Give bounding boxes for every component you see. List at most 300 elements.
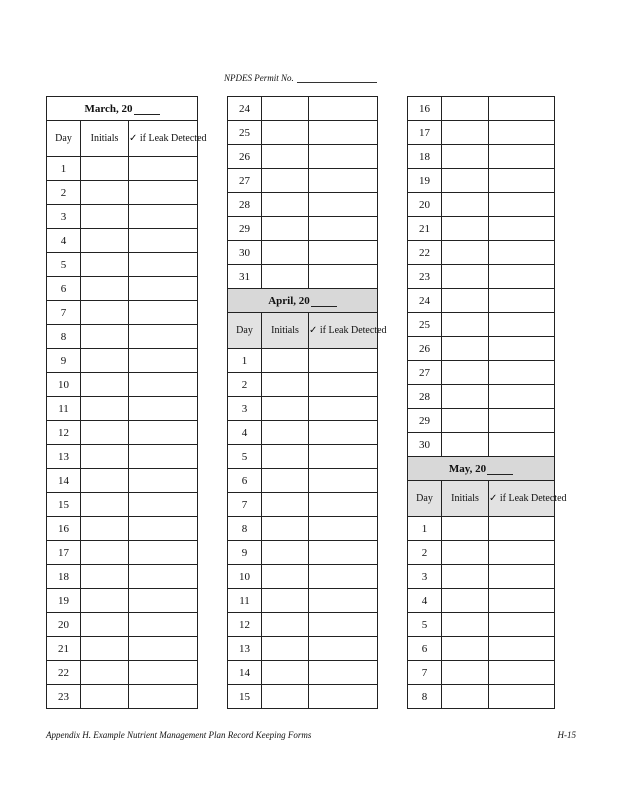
april-day-number: 8: [228, 517, 262, 541]
march-day-number: 14: [47, 469, 81, 493]
march-day-row: [47, 301, 198, 325]
april-cont-initials-cell[interactable]: [442, 361, 489, 385]
may-day-number: 4: [408, 589, 442, 613]
march-day-number: 7: [47, 301, 81, 325]
april-cont-leak-check-cell[interactable]: [489, 193, 555, 217]
march-day-header: Day: [47, 121, 81, 157]
april-cont-day-number: 24: [408, 289, 442, 313]
april-day-row: [228, 541, 378, 565]
april-cont-initials-cell[interactable]: [442, 289, 489, 313]
may-day-number: 6: [408, 637, 442, 661]
march-day-number: 17: [47, 541, 81, 565]
april-pre-leak-check-cell[interactable]: [309, 265, 378, 289]
march-leak-check-cell[interactable]: [129, 493, 198, 517]
april-cont-day-row: [408, 409, 555, 433]
april-pre-leak-check-cell[interactable]: [309, 169, 378, 193]
april-cont-initials-cell[interactable]: [442, 337, 489, 361]
may-year-blank[interactable]: [487, 464, 513, 475]
april-initials-cell[interactable]: [262, 589, 309, 613]
march-day-number: 18: [47, 565, 81, 589]
march-day-row: [47, 685, 198, 709]
april-day-number: 11: [228, 589, 262, 613]
may-initials-cell[interactable]: [442, 565, 489, 589]
march-initials-cell[interactable]: [81, 181, 129, 205]
april-leak-header: ✓ if Leak Detected: [309, 313, 378, 349]
april-day-number: 10: [228, 565, 262, 589]
may-day-row: [408, 541, 555, 565]
march-day-number: 3: [47, 205, 81, 229]
march-leak-check-cell[interactable]: [129, 613, 198, 637]
march-leak-check-cell[interactable]: [129, 349, 198, 373]
april-pre-initials-cell[interactable]: [262, 193, 309, 217]
april-initials-cell[interactable]: [262, 613, 309, 637]
may-leak-check-cell[interactable]: [489, 637, 555, 661]
march-initials-cell[interactable]: [81, 373, 129, 397]
may-initials-header: Initials: [442, 481, 489, 517]
may-day-number: 2: [408, 541, 442, 565]
march-initials-cell[interactable]: [81, 469, 129, 493]
april-day-row: [228, 349, 378, 373]
april-cont-day-row: [408, 313, 555, 337]
may-initials-cell[interactable]: [442, 541, 489, 565]
april-cont-leak-check-cell[interactable]: [489, 145, 555, 169]
march-day-number: 2: [47, 181, 81, 205]
may-leak-check-cell[interactable]: [489, 661, 555, 685]
april-year-blank[interactable]: [311, 296, 337, 307]
april-cont-day-number: 20: [408, 193, 442, 217]
april-day-row: [228, 685, 378, 709]
april-day-header: Day: [228, 313, 262, 349]
april-pre-leak-check-cell[interactable]: [309, 241, 378, 265]
march-initials-cell[interactable]: [81, 565, 129, 589]
may-day-number: 5: [408, 613, 442, 637]
march-day-number: 22: [47, 661, 81, 685]
april-cont-leak-check-cell[interactable]: [489, 289, 555, 313]
april-cont-day-row: [408, 145, 555, 169]
march-day-row: [47, 325, 198, 349]
march-day-row: [47, 205, 198, 229]
april-pre-day-row: [228, 217, 378, 241]
april-pre-day-number: 30: [228, 241, 262, 265]
march-initials-cell[interactable]: [81, 445, 129, 469]
april-initials-cell[interactable]: [262, 493, 309, 517]
march-leak-check-cell[interactable]: [129, 181, 198, 205]
april-pre-leak-check-cell[interactable]: [309, 145, 378, 169]
april-pre-initials-cell[interactable]: [262, 145, 309, 169]
april-cont-leak-check-cell[interactable]: [489, 121, 555, 145]
april-cont-leak-check-cell[interactable]: [489, 241, 555, 265]
april-leak-check-cell[interactable]: [309, 397, 378, 421]
april-cont-leak-check-cell[interactable]: [489, 97, 555, 121]
april-cont-initials-cell[interactable]: [442, 193, 489, 217]
april-cont-initials-cell[interactable]: [442, 97, 489, 121]
march-initials-cell[interactable]: [81, 157, 129, 181]
april-cont-day-row: [408, 241, 555, 265]
april-cont-initials-cell[interactable]: [442, 217, 489, 241]
april-cont-day-number: 22: [408, 241, 442, 265]
april-leak-check-cell[interactable]: [309, 517, 378, 541]
april-day-number: 3: [228, 397, 262, 421]
march-day-number: 23: [47, 685, 81, 709]
april-leak-check-cell[interactable]: [309, 685, 378, 709]
march-day-row: [47, 253, 198, 277]
march-day-row: [47, 589, 198, 613]
march-day-row: [47, 277, 198, 301]
april-leak-check-cell[interactable]: [309, 493, 378, 517]
april-leak-check-cell[interactable]: [309, 589, 378, 613]
march-leak-check-cell[interactable]: [129, 397, 198, 421]
march-leak-check-cell[interactable]: [129, 589, 198, 613]
march-initials-cell[interactable]: [81, 517, 129, 541]
march-initials-cell[interactable]: [81, 253, 129, 277]
april-day-row: [228, 421, 378, 445]
march-leak-check-cell[interactable]: [129, 517, 198, 541]
april-pre-day-row: [228, 121, 378, 145]
april-pre-day-number: 29: [228, 217, 262, 241]
march-year-blank[interactable]: [134, 104, 160, 115]
march-initials-cell[interactable]: [81, 421, 129, 445]
may-column-headers: [408, 481, 555, 517]
april-pre-initials-cell[interactable]: [262, 121, 309, 145]
march-log-table: [46, 96, 207, 709]
april-leak-check-cell[interactable]: [309, 613, 378, 637]
may-initials-cell[interactable]: [442, 637, 489, 661]
april-cont-leak-check-cell[interactable]: [489, 337, 555, 361]
march-initials-cell[interactable]: [81, 301, 129, 325]
april-initials-cell[interactable]: [262, 397, 309, 421]
march-leak-check-cell[interactable]: [129, 469, 198, 493]
april-cont-day-number: 28: [408, 385, 442, 409]
april-leak-check-cell[interactable]: [309, 349, 378, 373]
april-pre-day-number: 25: [228, 121, 262, 145]
april-day-row: [228, 469, 378, 493]
may-month-label: May, 20: [448, 462, 487, 475]
april-pre-initials-cell[interactable]: [262, 241, 309, 265]
april-cont-day-row: [408, 289, 555, 313]
april-cont-day-row: [408, 385, 555, 409]
april-initials-cell[interactable]: [262, 349, 309, 373]
march-initials-cell[interactable]: [81, 205, 129, 229]
march-initials-cell[interactable]: [81, 685, 129, 709]
march-leak-check-cell[interactable]: [129, 637, 198, 661]
april-cont-leak-check-cell[interactable]: [489, 313, 555, 337]
may-leak-check-cell[interactable]: [489, 565, 555, 589]
march-day-row: [47, 421, 198, 445]
march-initials-cell[interactable]: [81, 277, 129, 301]
may-leak-check-cell[interactable]: [489, 589, 555, 613]
march-leak-check-cell[interactable]: [129, 229, 198, 253]
may-day-header: Day: [408, 481, 442, 517]
march-day-number: 8: [47, 325, 81, 349]
april-day-row: [228, 661, 378, 685]
april-pre-day-row: [228, 265, 378, 289]
march-day-row: [47, 397, 198, 421]
march-initials-cell[interactable]: [81, 325, 129, 349]
march-leak-check-cell[interactable]: [129, 277, 198, 301]
april-cont-day-row: [408, 361, 555, 385]
april-month-row: [228, 289, 378, 313]
permit-number-line: [224, 73, 424, 87]
april-day-number: 13: [228, 637, 262, 661]
april-leak-check-cell[interactable]: [309, 541, 378, 565]
april-cont-day-row: [408, 433, 555, 457]
march-initials-cell[interactable]: [81, 541, 129, 565]
april-cont-day-row: [408, 97, 555, 121]
march-day-row: [47, 637, 198, 661]
april-day-number: 12: [228, 613, 262, 637]
april-initials-cell[interactable]: [262, 445, 309, 469]
may-month-row: [408, 457, 555, 481]
april-leak-check-cell[interactable]: [309, 445, 378, 469]
april-day-row: [228, 589, 378, 613]
april-day-row: [228, 445, 378, 469]
april-cont-day-row: [408, 265, 555, 289]
march-initials-cell[interactable]: [81, 349, 129, 373]
may-day-number: 1: [408, 517, 442, 541]
may-day-row: [408, 685, 555, 709]
april-pre-day-number: 28: [228, 193, 262, 217]
march-day-row: [47, 661, 198, 685]
april-initials-cell[interactable]: [262, 661, 309, 685]
permit-number-blank[interactable]: [297, 73, 377, 83]
march-leak-check-cell[interactable]: [129, 421, 198, 445]
april-initials-cell[interactable]: [262, 541, 309, 565]
april-leak-check-cell[interactable]: [309, 565, 378, 589]
may-day-number: 3: [408, 565, 442, 589]
march-leak-check-cell[interactable]: [129, 157, 198, 181]
april-pre-initials-cell[interactable]: [262, 169, 309, 193]
april-cont-initials-cell[interactable]: [442, 121, 489, 145]
march-day-row: [47, 517, 198, 541]
may-day-row: [408, 565, 555, 589]
april-pre-initials-cell[interactable]: [262, 97, 309, 121]
april-month-label: April, 20: [268, 294, 310, 307]
march-month-row: [47, 97, 198, 121]
april-cont-day-number: 26: [408, 337, 442, 361]
march-initials-cell[interactable]: [81, 229, 129, 253]
april-cont-day-number: 25: [408, 313, 442, 337]
may-day-row: [408, 637, 555, 661]
march-leak-check-cell[interactable]: [129, 253, 198, 277]
april-cont-leak-check-cell[interactable]: [489, 409, 555, 433]
march-initials-header: Initials: [81, 121, 129, 157]
april-day-row: [228, 565, 378, 589]
april-cont-day-row: [408, 121, 555, 145]
march-initials-cell[interactable]: [81, 637, 129, 661]
april-cont-day-number: 18: [408, 145, 442, 169]
april-cont-day-number: 19: [408, 169, 442, 193]
march-day-number: 21: [47, 637, 81, 661]
march-day-row: [47, 493, 198, 517]
april-pre-day-number: 31: [228, 265, 262, 289]
april-cont-initials-cell[interactable]: [442, 409, 489, 433]
may-initials-cell[interactable]: [442, 517, 489, 541]
march-leak-check-cell[interactable]: [129, 541, 198, 565]
april-cont-day-number: 30: [408, 433, 442, 457]
april-day-row: [228, 493, 378, 517]
april-cont-initials-cell[interactable]: [442, 433, 489, 457]
april-cont-initials-cell[interactable]: [442, 385, 489, 409]
april-cont-day-row: [408, 169, 555, 193]
march-leak-header: ✓ if Leak Detected: [129, 121, 198, 157]
may-leak-check-cell[interactable]: [489, 685, 555, 709]
may-initials-cell[interactable]: [442, 613, 489, 637]
page-number: H-15: [557, 730, 576, 740]
page-footer: [46, 730, 576, 744]
march-day-number: 11: [47, 397, 81, 421]
april-pre-day-number: 24: [228, 97, 262, 121]
april-cont-day-row: [408, 337, 555, 361]
may-day-row: [408, 517, 555, 541]
may-leak-header: ✓ if Leak Detected: [489, 481, 555, 517]
april-pre-leak-check-cell[interactable]: [309, 217, 378, 241]
march-column-headers: [47, 121, 198, 157]
march-day-number: 12: [47, 421, 81, 445]
march-leak-check-cell[interactable]: [129, 565, 198, 589]
march-leak-check-cell[interactable]: [129, 685, 198, 709]
april-cont-leak-check-cell[interactable]: [489, 217, 555, 241]
april-cont-initials-cell[interactable]: [442, 241, 489, 265]
footer-caption: Appendix H. Example Nutrient Management Plan Record Keeping Forms: [46, 730, 312, 740]
march-day-number: 4: [47, 229, 81, 253]
april-cont-day-number: 16: [408, 97, 442, 121]
april-pre-day-row: [228, 241, 378, 265]
april-pre-initials-cell[interactable]: [262, 265, 309, 289]
march-day-number: 9: [47, 349, 81, 373]
april-cont-leak-check-cell[interactable]: [489, 433, 555, 457]
march-day-row: [47, 541, 198, 565]
april-day-row: [228, 637, 378, 661]
march-day-number: 10: [47, 373, 81, 397]
april-leak-check-cell[interactable]: [309, 469, 378, 493]
april-day-number: 2: [228, 373, 262, 397]
april-initials-cell[interactable]: [262, 685, 309, 709]
april-initials-cell[interactable]: [262, 469, 309, 493]
april-day-row: [228, 517, 378, 541]
april-initials-cell[interactable]: [262, 373, 309, 397]
april-day-number: 4: [228, 421, 262, 445]
april-log-table: [227, 96, 387, 709]
may-initials-cell[interactable]: [442, 685, 489, 709]
march-day-row: [47, 229, 198, 253]
april-pre-day-number: 26: [228, 145, 262, 169]
march-day-number: 1: [47, 157, 81, 181]
april-pre-leak-check-cell[interactable]: [309, 97, 378, 121]
may-leak-check-cell[interactable]: [489, 541, 555, 565]
may-day-row: [408, 661, 555, 685]
april-day-number: 1: [228, 349, 262, 373]
april-pre-day-number: 27: [228, 169, 262, 193]
march-day-number: 16: [47, 517, 81, 541]
march-day-row: [47, 181, 198, 205]
april-cont-day-number: 17: [408, 121, 442, 145]
april-cont-day-row: [408, 193, 555, 217]
april-day-row: [228, 373, 378, 397]
may-initials-cell[interactable]: [442, 661, 489, 685]
april-cont-day-row: [408, 217, 555, 241]
march-day-row: [47, 565, 198, 589]
april-day-number: 7: [228, 493, 262, 517]
april-initials-cell[interactable]: [262, 421, 309, 445]
march-initials-cell[interactable]: [81, 613, 129, 637]
april-cont-initials-cell[interactable]: [442, 265, 489, 289]
april-pre-initials-cell[interactable]: [262, 217, 309, 241]
april-cont-initials-cell[interactable]: [442, 169, 489, 193]
march-initials-cell[interactable]: [81, 589, 129, 613]
march-leak-check-cell[interactable]: [129, 445, 198, 469]
april-day-number: 6: [228, 469, 262, 493]
march-leak-check-cell[interactable]: [129, 325, 198, 349]
april-pre-leak-check-cell[interactable]: [309, 121, 378, 145]
april-pre-day-row: [228, 169, 378, 193]
april-initials-cell[interactable]: [262, 637, 309, 661]
march-month-cell: [47, 97, 198, 121]
april-day-row: [228, 613, 378, 637]
april-pre-day-row: [228, 193, 378, 217]
may-initials-cell[interactable]: [442, 589, 489, 613]
april-day-number: 15: [228, 685, 262, 709]
march-day-row: [47, 349, 198, 373]
may-leak-check-cell[interactable]: [489, 613, 555, 637]
april-cont-leak-check-cell[interactable]: [489, 385, 555, 409]
april-cont-day-number: 29: [408, 409, 442, 433]
march-day-number: 13: [47, 445, 81, 469]
march-day-number: 6: [47, 277, 81, 301]
april-leak-check-cell[interactable]: [309, 661, 378, 685]
permit-number-label: NPDES Permit No.: [224, 73, 294, 83]
may-log-table: [407, 96, 567, 709]
march-initials-cell[interactable]: [81, 397, 129, 421]
march-leak-check-cell[interactable]: [129, 301, 198, 325]
april-column-headers: [228, 313, 378, 349]
april-day-number: 14: [228, 661, 262, 685]
march-day-row: [47, 373, 198, 397]
april-cont-leak-check-cell[interactable]: [489, 169, 555, 193]
april-initials-cell[interactable]: [262, 565, 309, 589]
april-leak-check-cell[interactable]: [309, 637, 378, 661]
april-day-row: [228, 397, 378, 421]
march-month-label: March, 20: [84, 102, 133, 115]
april-cont-leak-check-cell[interactable]: [489, 265, 555, 289]
april-pre-leak-check-cell[interactable]: [309, 193, 378, 217]
april-initials-cell[interactable]: [262, 517, 309, 541]
may-leak-check-cell[interactable]: [489, 517, 555, 541]
march-initials-cell[interactable]: [81, 493, 129, 517]
march-day-row: [47, 469, 198, 493]
march-initials-cell[interactable]: [81, 661, 129, 685]
april-day-number: 5: [228, 445, 262, 469]
april-cont-initials-cell[interactable]: [442, 313, 489, 337]
march-day-number: 5: [47, 253, 81, 277]
april-leak-check-cell[interactable]: [309, 373, 378, 397]
may-month-cell: [408, 457, 555, 481]
april-cont-day-number: 27: [408, 361, 442, 385]
april-cont-leak-check-cell[interactable]: [489, 361, 555, 385]
may-day-row: [408, 613, 555, 637]
april-cont-day-number: 21: [408, 217, 442, 241]
may-day-row: [408, 589, 555, 613]
march-leak-check-cell[interactable]: [129, 205, 198, 229]
april-day-number: 9: [228, 541, 262, 565]
april-leak-check-cell[interactable]: [309, 421, 378, 445]
april-pre-day-row: [228, 97, 378, 121]
may-day-number: 8: [408, 685, 442, 709]
april-cont-initials-cell[interactable]: [442, 145, 489, 169]
april-month-cell: [228, 289, 378, 313]
march-leak-check-cell[interactable]: [129, 373, 198, 397]
march-leak-check-cell[interactable]: [129, 661, 198, 685]
march-day-row: [47, 445, 198, 469]
